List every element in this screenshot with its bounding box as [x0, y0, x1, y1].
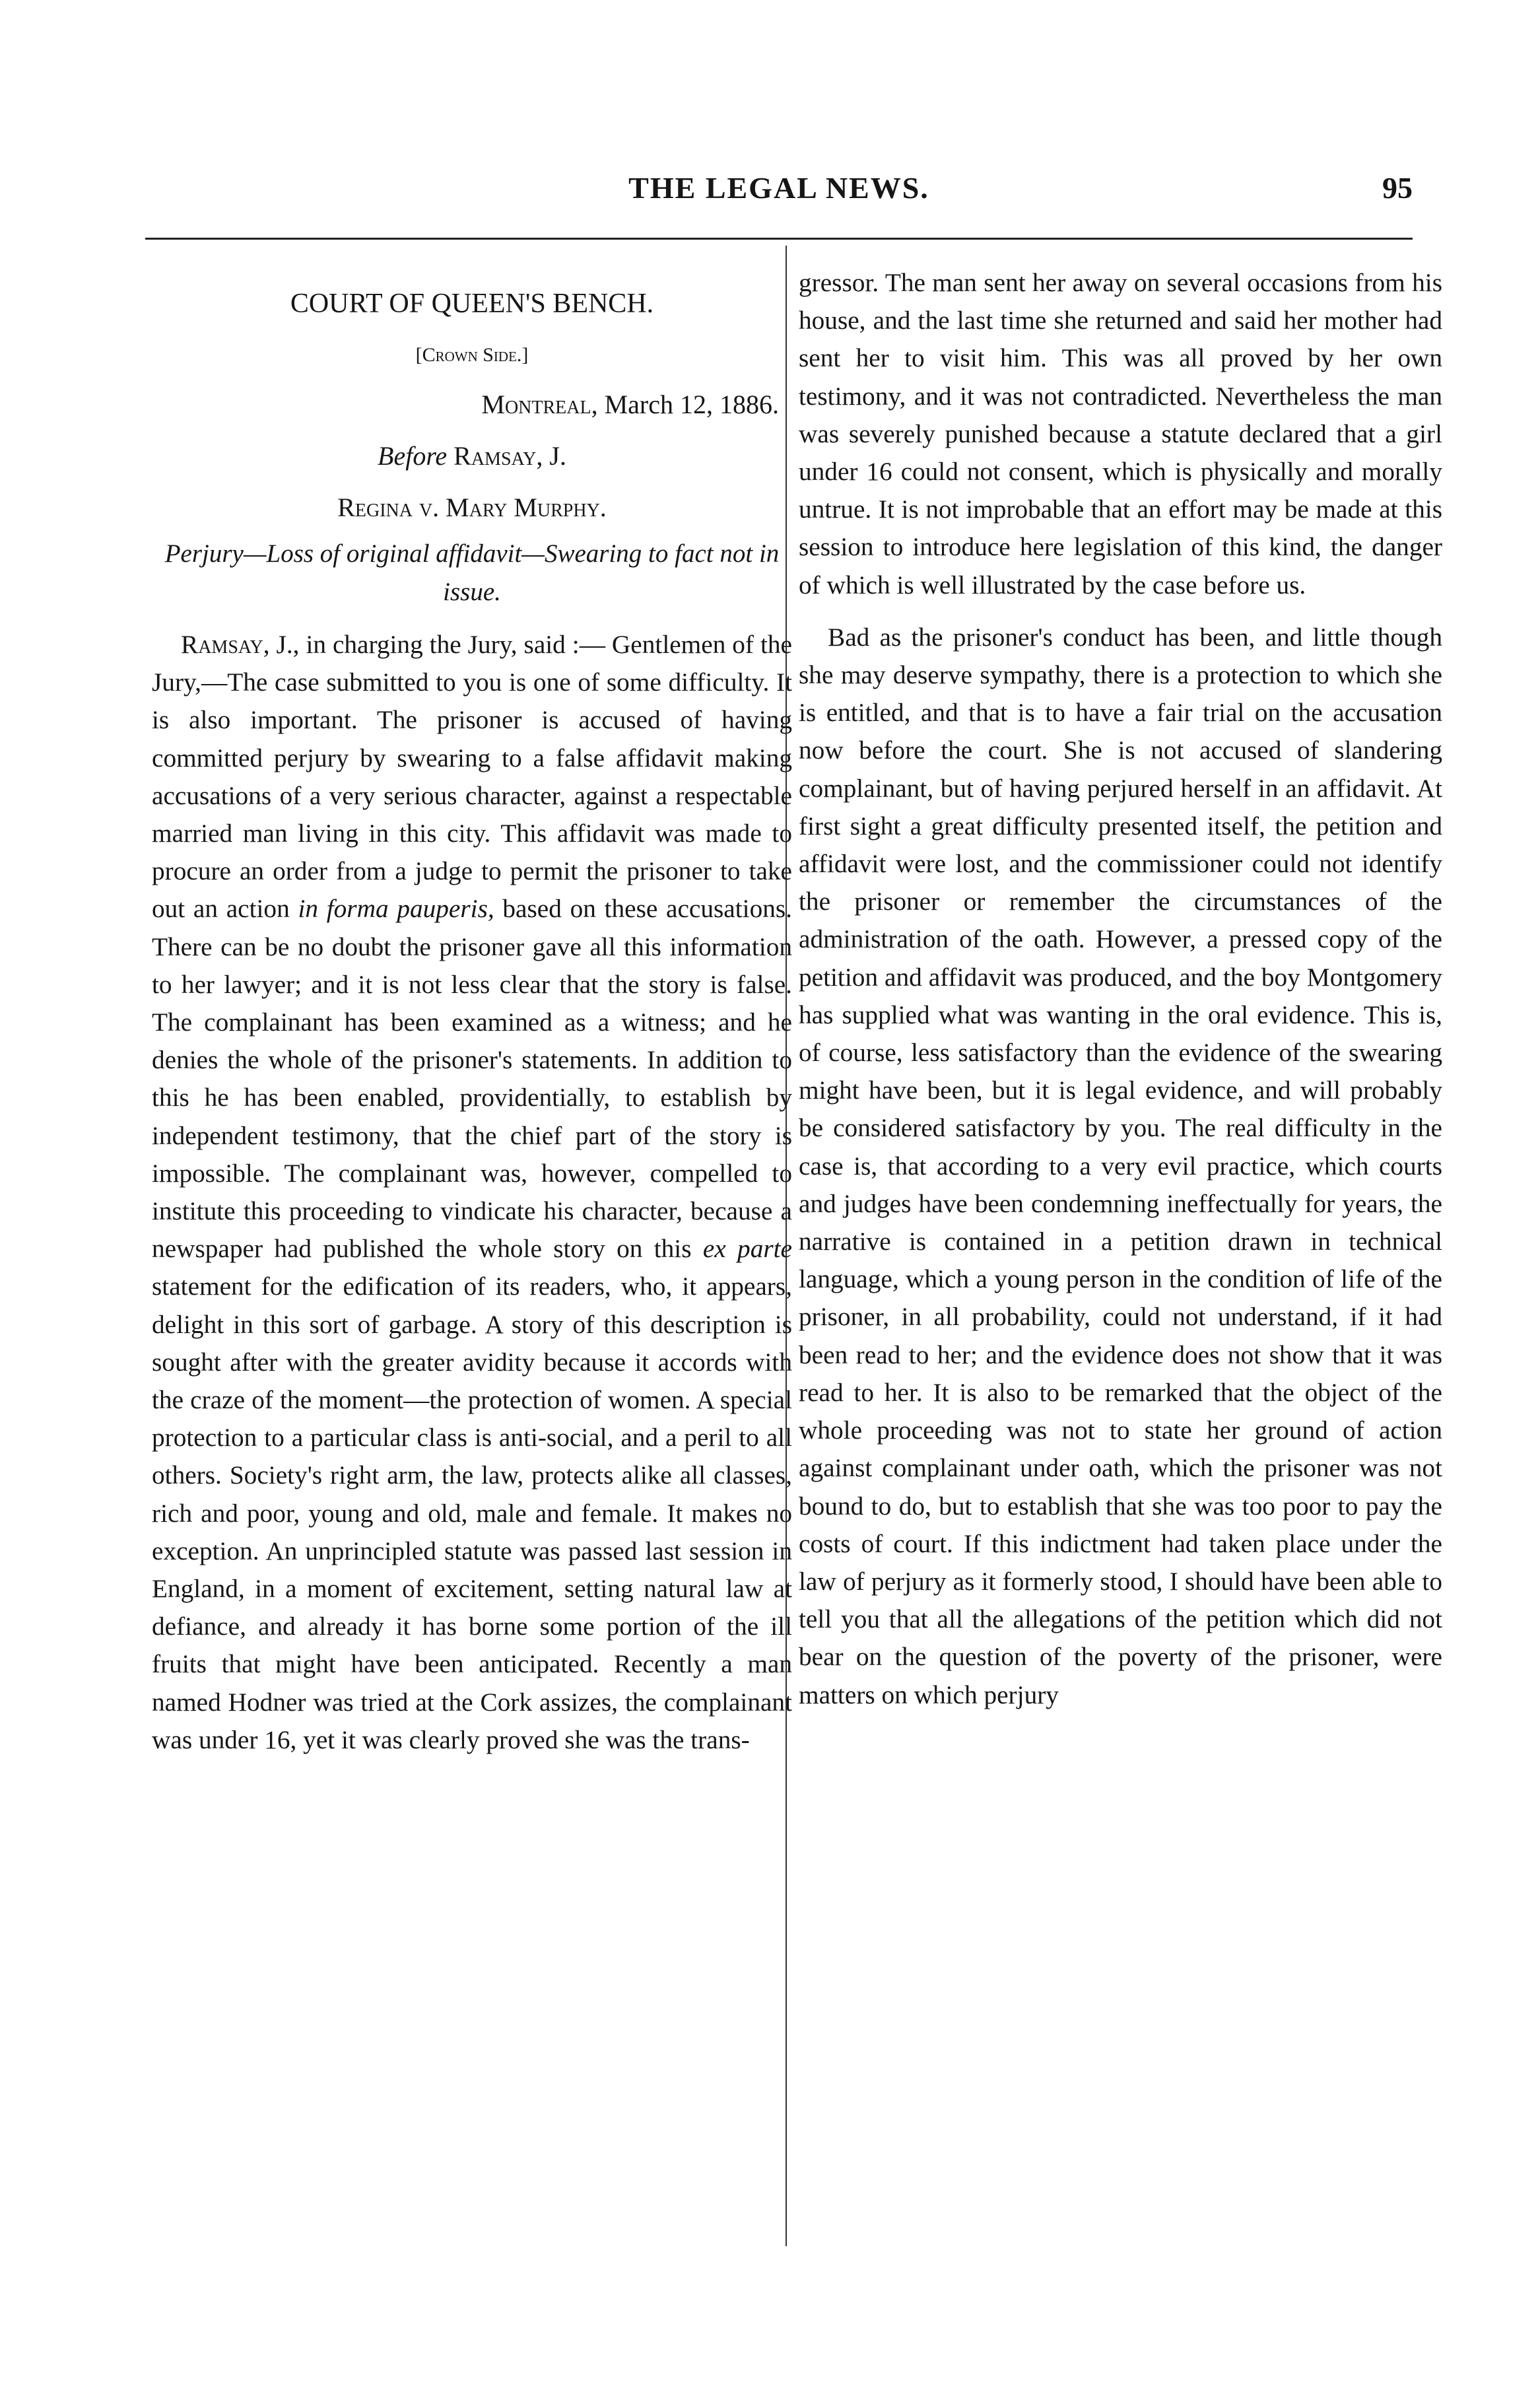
- right-column: [799, 264, 1442, 1714]
- headnote: Perjury—Loss of original affidavit—Swearing to fact not in issue.: [164, 539, 780, 606]
- paragraph-fair-trial: Bad as the prisoner's conduct has been, and little though she may deserve sympathy, there is a protection to which she is entitled, and that is to have a fair trial on the accusation now before the court. She is not accused of slandering complainant, but of having perjured herself in an affidavit. At first sight a great difficulty presented itself, the petition and affidavit were lost, and the commissioner could not identify the prisoner or remember the circumstances of the administration of the oath. However, a pressed copy of the petition and affidavit was produced, and the boy Montgomery has supplied what was wanting in the oral evidence. This is, of course, less satisfactory than the evidence of the swearing might have been, but it is legal evidence, and will probably be considered satisfactory by you. The real difficulty in the case is, that according to a very evil practice, which courts and judges have been condemning ineffectually for years, the narrative is contained in a petition drawn in technical language, which a young person in the condition of life of the prisoner, in all probability, could not understand, if it had been read to her; and the evidence does not show that it was read to her. It is also to be remarked that the object of the whole proceeding was not to state her ground of action against complainant under oath, which the prisoner was not bound to do, but to establish that she was too poor to pay the costs of court. If this indictment had taken place under the law of perjury as it formerly stood, I should have been able to tell you that all the allegations of the petition which did not bear on the question of the poverty of the prisoner, were matters on which perjury: [799, 622, 1442, 1709]
- header-rule: [145, 238, 1413, 240]
- dateline: [152, 386, 792, 424]
- date: March 12, 1886.: [604, 390, 779, 419]
- running-head: [145, 170, 1413, 223]
- charge-text-c: statement for the edification of its readers, who, it appears, delight in this sort of garbage. A story of this description is sought after with the greater avidity because it accords with the craze of the moment—the protection of women. A special protection to a particular class is anti-social, and a peril to all others. Society's right arm, the law, protects alike all classes, rich and poor, young and old, male and female. It makes no exception. An unprincipled statute was passed last session in England, in a moment of excitement, setting natural law at defiance, and already it has borne some portion of the ill fruits that might have been anticipated. Recently a man named Hodner was tried at the Cork assizes, the complainant was under 16, yet it was clearly proved she was the trans-: [152, 1272, 792, 1754]
- side-label: [Crown Side.]: [415, 344, 529, 366]
- left-column: [152, 264, 792, 1759]
- charge-text-b: based on these accusations. There can be no doubt the prisoner gave all this information to her lawyer; and it is not less clear that the story is false. The complainant has been examined as a witness; and he denies the whole of the prisoner's statements. In addition to this he has been enabled, providentially, to establish by independent testimony, that the chief part of the story is impossible. The complainant was, however, compelled to institute this proceeding to vindicate his character, because a newspaper had published the whole story on this: [152, 894, 792, 1264]
- court-title: COURT OF QUEEN'S BENCH.: [290, 289, 654, 319]
- charge-text-a: in charging the Jury, said :— Gentlemen of the Jury,—The case submitted to you is one of some difficulty. It is also important. The prisoner is accused of having committed perjury by swearing to a false affidavit making accusations of a very serious character, against a respectable married man living in this city. This affidavit was made to procure an order from a judge to permit the prisoner to take out an action: [152, 630, 792, 924]
- charge-italic-ex-parte: ex parte: [702, 1234, 792, 1264]
- place: Montreal,: [481, 390, 598, 419]
- paragraph-charge: [152, 626, 792, 1759]
- charge-italic-forma-pauperis: in forma pauperis,: [298, 894, 494, 924]
- case-title: Regina v. Mary Murphy.: [337, 493, 607, 522]
- before-line: [152, 437, 792, 475]
- paragraph-continued: gressor. The man sent her away on several occasions from his house, and the last time she returned and said her mother had sent her to visit him. This was all proved by her own testimony, and it was not contradicted. Nevertheless the man was severely punished because a statute declared that a girl under 16 could not consent, which is physically and morally untrue. It is not improbable that an effort may be made at this session to introduce here legislation of this kind, the danger of which is well illustrated by the case before us.: [799, 268, 1442, 600]
- judge-name: Ramsay, J.: [453, 441, 566, 471]
- journal-title: THE LEGAL NEWS.: [628, 171, 929, 205]
- before-word: Before: [378, 441, 448, 471]
- page-number: 95: [1382, 171, 1413, 205]
- judge-ref: Ramsay, J.,: [181, 630, 300, 659]
